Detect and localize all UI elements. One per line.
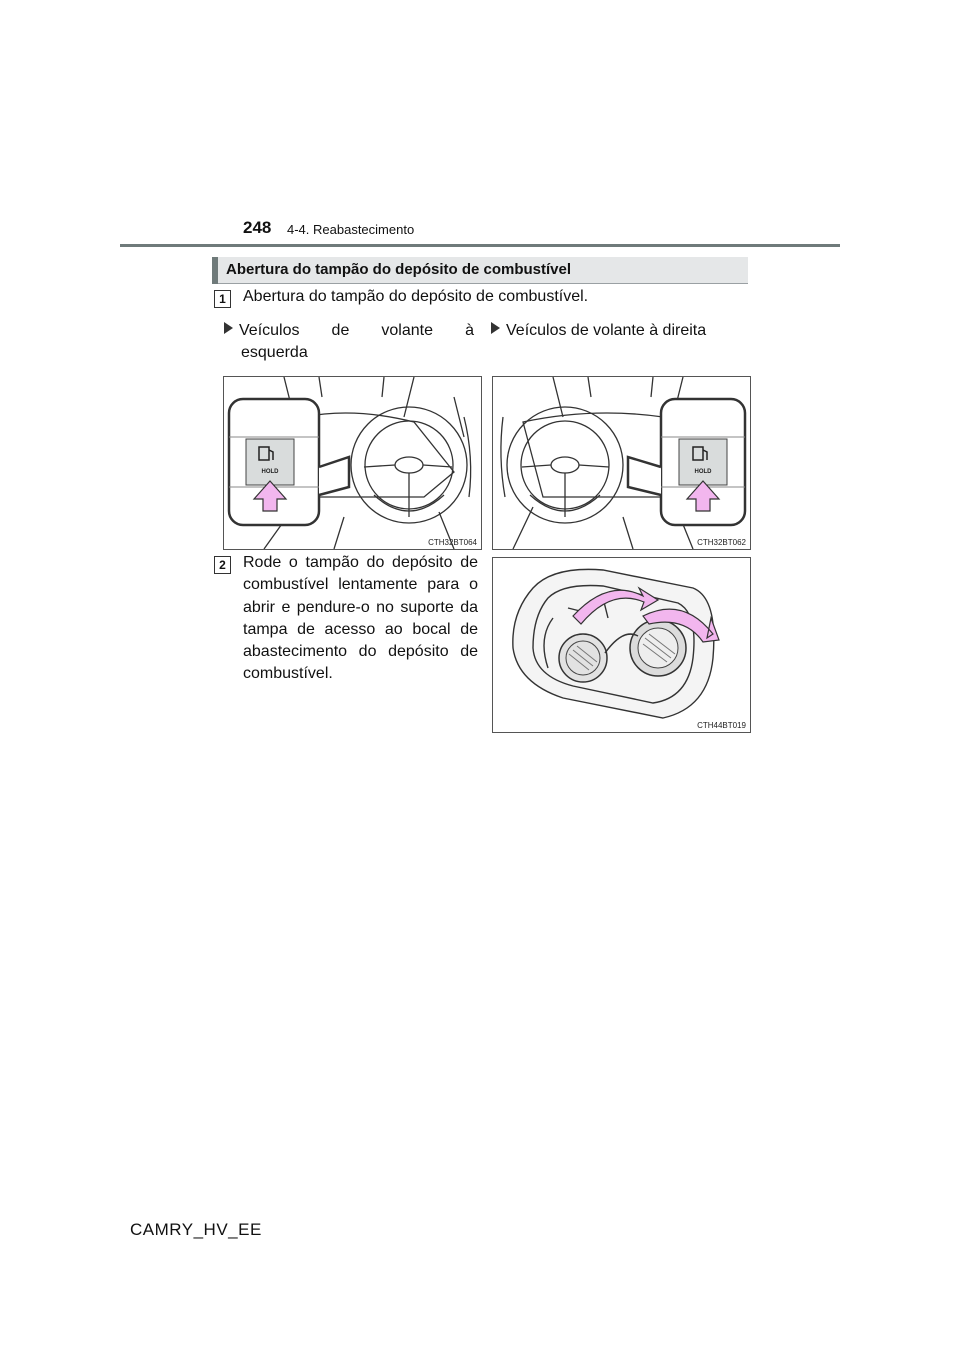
svg-text:HOLD: HOLD	[261, 469, 279, 475]
triangle-bullet-icon	[224, 322, 233, 334]
dashboard-illustration	[224, 377, 481, 549]
bullet-left-hand-drive: Veículos de volante à esquerda	[224, 320, 474, 364]
heading-tab	[212, 257, 218, 284]
figure-code: CTH44BT019	[697, 721, 746, 730]
svg-text:HOLD: HOLD	[694, 469, 712, 475]
filler-neck-icon	[630, 620, 686, 676]
figure-fuel-cap	[492, 557, 751, 733]
section-title: 4-4. Reabastecimento	[287, 222, 415, 237]
dashboard-illustration	[493, 377, 750, 549]
step-text: Rode o tampão do depósito de combustível lentamente para o abrir e pendure-o no suporte da tampa de acesso ao bocal de abastecimento do depósito de combustível.	[243, 554, 478, 683]
figure-left-hand-drive	[223, 376, 482, 550]
step-number: 2	[214, 556, 231, 574]
figure-right-hand-drive	[492, 376, 751, 550]
header-divider	[120, 244, 840, 247]
figure-code: CTH32BT062	[697, 538, 746, 547]
section-heading-bar	[212, 257, 748, 284]
step-number: 1	[214, 290, 231, 308]
step-text: Abertura do tampão do depósito de combustível.	[243, 288, 589, 305]
fuel-cap-illustration	[493, 558, 750, 732]
footer-model-code: CAMRY_HV_EE	[130, 1220, 262, 1239]
figure-code: CTH32BT064	[428, 538, 477, 547]
page-number: 248	[243, 218, 272, 237]
triangle-bullet-icon	[491, 322, 500, 334]
fuel-cap-icon	[559, 634, 607, 682]
bullet-right-hand-drive: Veículos de volante à direita	[491, 320, 751, 342]
section-heading: Abertura do tampão do depósito de combustível	[226, 261, 572, 278]
